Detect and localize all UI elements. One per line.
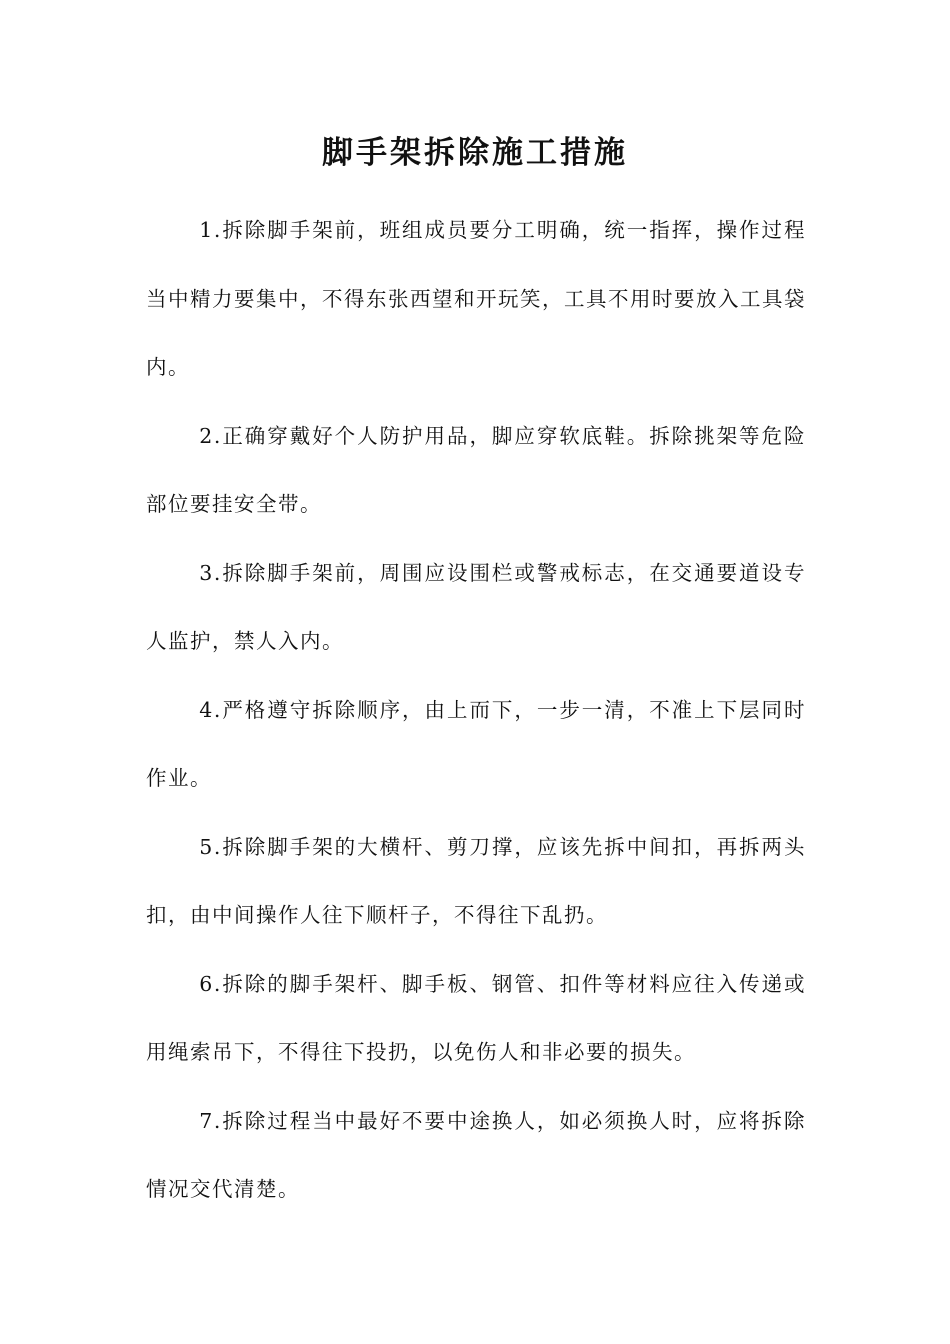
paragraph-4: 4.严格遵守拆除顺序，由上而下，一步一清，不准上下层同时作业。 [146,697,806,790]
paragraph-5: 5.拆除脚手架的大横杆、剪刀撑，应该先拆中间扣，再拆两头扣，由中间操作人往下顺杆子，不得往下乱扔。 [146,834,806,927]
paragraph-6: 6.拆除的脚手架杆、脚手板、钢管、扣件等材料应往入传递或用绳索吊下，不得往下投扔，以免伤人和非必要的损失。 [146,971,806,1064]
paragraph-1: 1.拆除脚手架前，班组成员要分工明确，统一指挥，操作过程当中精力要集中，不得东张西望和开玩笑，工具不用时要放入工具袋内。 [146,218,806,379]
paragraph-3: 3.拆除脚手架前，周围应设围栏或警戒标志，在交通要道设专人监护，禁人入内。 [146,560,806,653]
paragraph-7: 7.拆除过程当中最好不要中途换人，如必须换人时，应将拆除情况交代清楚。 [146,1108,806,1201]
document-title: 脚手架拆除施工措施 [322,135,628,171]
document-body [146,196,806,1224]
paragraph-2: 2.正确穿戴好个人防护用品，脚应穿软底鞋。拆除挑架等危险部位要挂安全带。 [146,423,806,516]
